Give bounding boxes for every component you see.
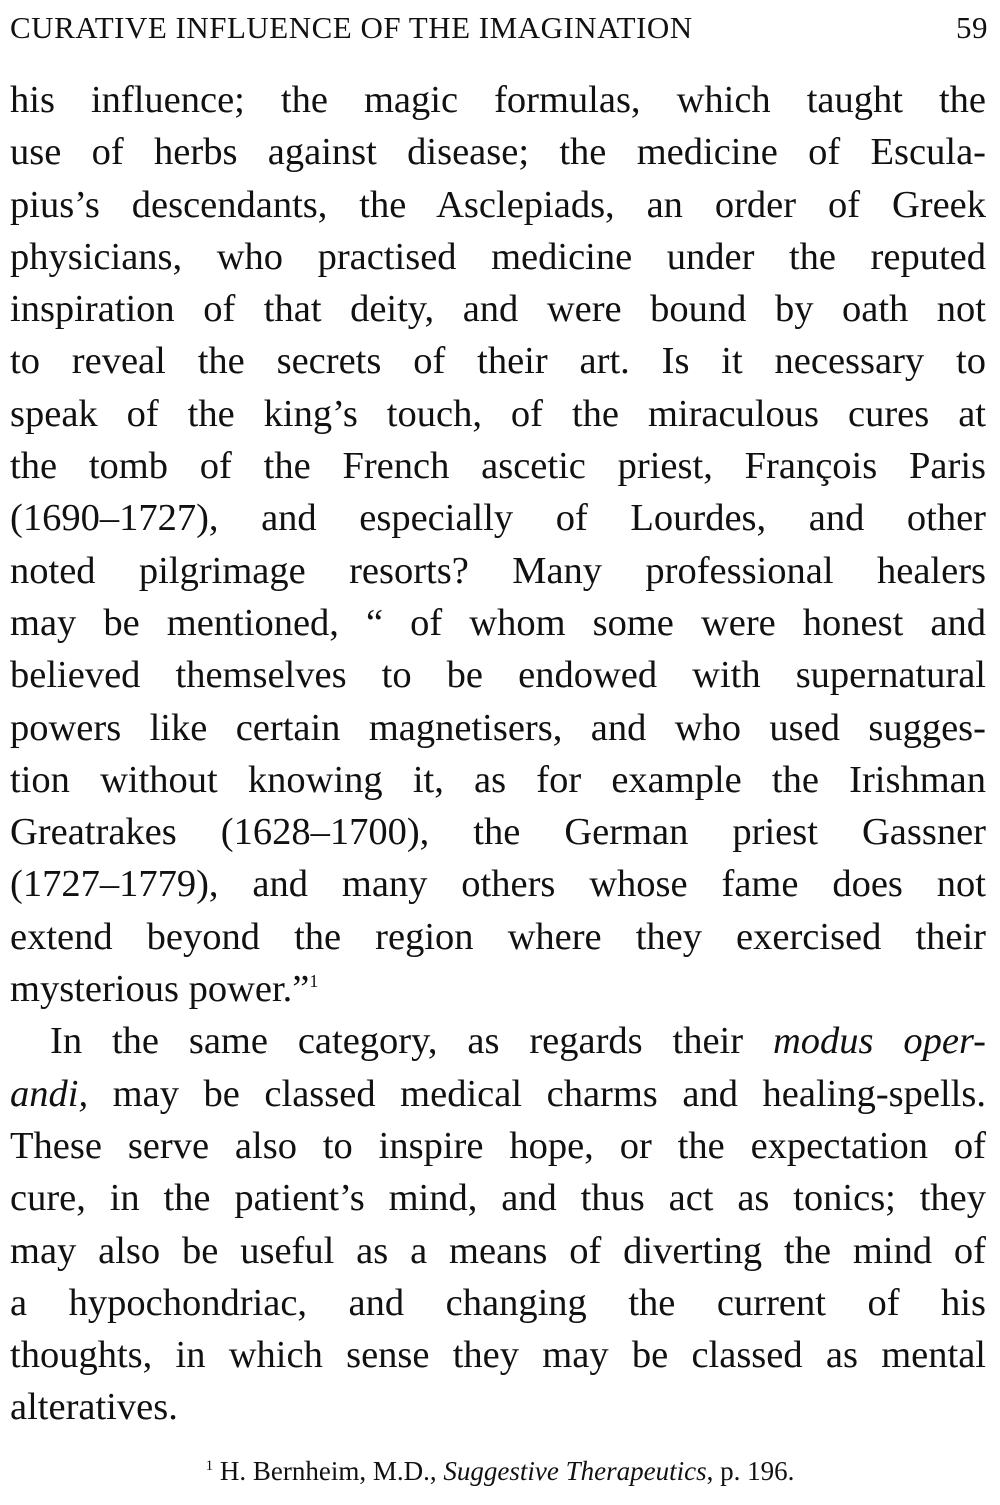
page-number: 59 bbox=[956, 10, 988, 45]
footnote-title: Suggestive Therapeutics bbox=[443, 1456, 707, 1486]
text-line: the tomb of the French ascetic priest, François Paris bbox=[10, 445, 986, 488]
text-segment: In the same category, as regards their bbox=[50, 1020, 773, 1063]
text-line: his influence; the magic formulas, which taught the bbox=[10, 79, 986, 121]
text-line: physicians, who practised medicine under the reputed bbox=[10, 235, 986, 278]
paragraph-1 bbox=[10, 74, 986, 1015]
text-line: tion without knowing it, as for example the Irishman bbox=[10, 758, 986, 801]
text-line: (1690–1727), and especially of Lourdes, and other bbox=[10, 497, 986, 540]
running-head bbox=[10, 10, 988, 60]
footnote bbox=[0, 1456, 1000, 1487]
text-line-last bbox=[10, 963, 986, 1015]
text-line: cure, in the patient’s mind, and thus act as tonics; they bbox=[10, 1177, 986, 1220]
footnote-author: H. Bernheim, M.D., bbox=[219, 1456, 444, 1486]
text-line: inspiration of that deity, and were bound by oath not bbox=[10, 288, 986, 331]
italic-phrase: andi, bbox=[10, 1072, 89, 1115]
text-line: extend beyond the region where they exercised their bbox=[10, 915, 986, 958]
text-line: Greatrakes (1628–1700), the German priest Gassner bbox=[10, 811, 986, 854]
text-line: noted pilgrimage resorts? Many professional healers bbox=[10, 549, 986, 592]
text-line-last: alteratives. bbox=[10, 1386, 178, 1429]
body-text bbox=[10, 74, 986, 1434]
text-line: (1727–1779), and many others whose fame does not bbox=[10, 863, 986, 906]
footnote-marker: 1 bbox=[205, 1458, 214, 1474]
text-segment: may be classed medical charms and healing-spells. bbox=[88, 1072, 986, 1115]
text-line: may be mentioned, “ of whom some were honest and bbox=[10, 601, 986, 644]
text-line: use of herbs against disease; the medicine of Escula- bbox=[10, 131, 986, 174]
running-head-title: CURATIVE INFLUENCE OF THE IMAGINATION bbox=[10, 10, 693, 45]
paragraph-2 bbox=[10, 1015, 986, 1433]
text-line-content: mysterious power.” bbox=[10, 968, 310, 1011]
text-line: These serve also to inspire hope, or the expectation of bbox=[10, 1124, 986, 1167]
text-line-indented bbox=[10, 1015, 986, 1067]
text-line: believed themselves to be endowed with supernatural bbox=[10, 654, 986, 697]
text-line: to reveal the secrets of their art. Is it necessary to bbox=[10, 340, 986, 383]
text-line: powers like certain magnetisers, and who used sugges- bbox=[10, 706, 986, 749]
text-line bbox=[10, 1068, 986, 1120]
italic-phrase: modus oper- bbox=[772, 1020, 986, 1063]
text-line: may also be useful as a means of diverting the mind of bbox=[10, 1229, 986, 1272]
footnote-rest: , p. 196. bbox=[706, 1456, 795, 1486]
text-line: pius’s descendants, the Asclepiads, an order of Greek bbox=[10, 183, 986, 226]
text-line: thoughts, in which sense they may be classed as mental bbox=[10, 1334, 986, 1377]
text-line: speak of the king’s touch, of the miraculous cures at bbox=[10, 392, 986, 435]
footnote-reference: 1 bbox=[309, 971, 319, 992]
text-line: a hypochondriac, and changing the current of his bbox=[10, 1281, 986, 1324]
